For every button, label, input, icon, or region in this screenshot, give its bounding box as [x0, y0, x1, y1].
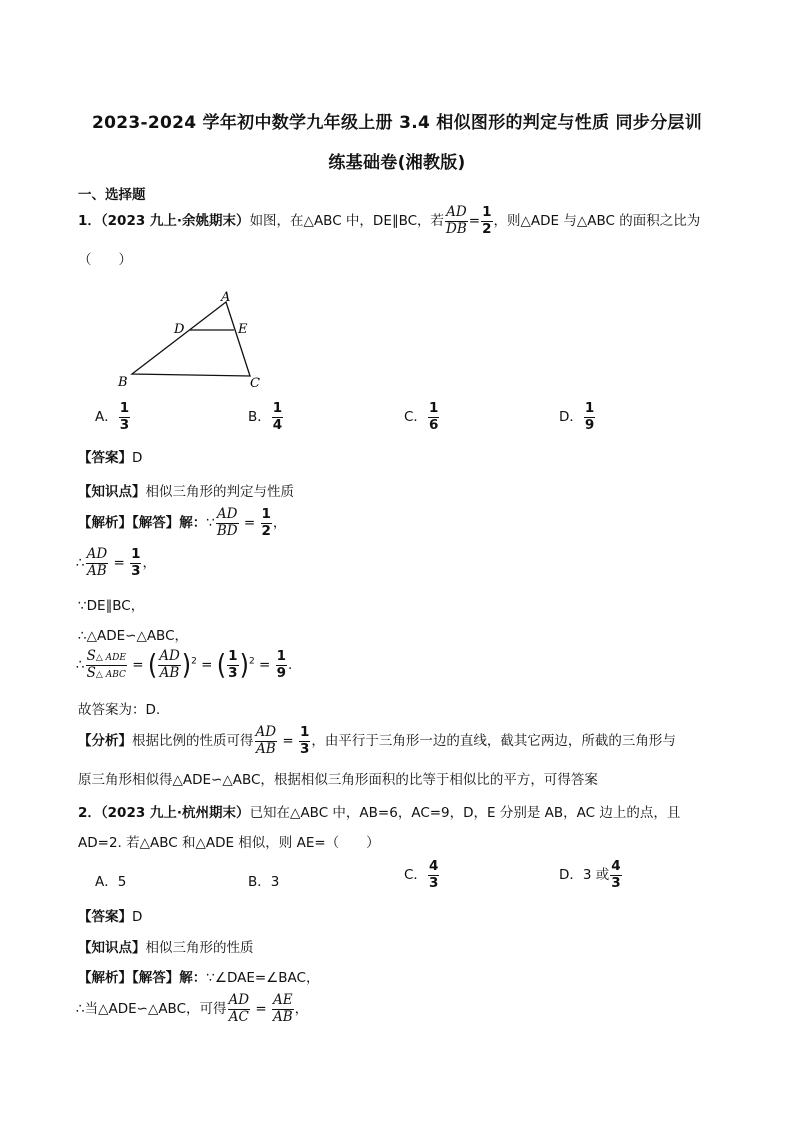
- frac-num: AD: [216, 506, 238, 522]
- option-letter: B．: [248, 409, 271, 425]
- frac-num: AD: [228, 992, 250, 1008]
- answer-tag: 【答案】: [78, 450, 132, 466]
- frac-den: BD: [216, 522, 238, 539]
- frac-den: 3: [428, 874, 439, 891]
- similarity-fraction: [158, 650, 181, 680]
- q2-knowledge: [78, 936, 254, 956]
- knowledge-tag: 【知识点】: [78, 484, 146, 500]
- q1-stem: [78, 206, 700, 236]
- q1-frac-num: AD: [446, 204, 467, 220]
- step-text: ∵∠DAE=∠BAC，: [206, 970, 320, 986]
- q1-analysis-step1: 【解析】【解答】解：∵ $\frac{AD}{BD}$ = $\frac{1}{2}$ ，: [78, 506, 287, 539]
- q2-number: 2．: [78, 805, 101, 821]
- analysis-tag: 【解析】【解答】解：: [78, 970, 207, 986]
- frac-num: AD: [159, 648, 180, 664]
- q1-analysis-step4: ∴△ADE∽△ABC，: [78, 628, 189, 644]
- q1-option-c[interactable]: [404, 402, 440, 432]
- q1-option-a[interactable]: [95, 402, 131, 432]
- step-fraction: [228, 994, 251, 1024]
- frac-den: AB: [255, 740, 276, 757]
- q1-comment: 【分析】根据比例的性质可得 $\frac{AD}{AB}$ = $\frac{1}{3}$ ，由平行于三角形一边的直线，截其它两边，所截的三角形与: [78, 724, 676, 757]
- comment-tag: 【分析】: [78, 733, 132, 749]
- answer-value: D: [132, 450, 143, 466]
- q1-option-b[interactable]: [248, 402, 284, 432]
- q1-ratio-fraction: [481, 206, 492, 236]
- frac-num: 4: [428, 858, 439, 874]
- step-end: ，: [142, 555, 156, 571]
- comment-fraction: [255, 726, 278, 756]
- label-b: B: [118, 375, 128, 390]
- knowledge-tag: 【知识点】: [78, 940, 146, 956]
- q1-number: 1．: [78, 213, 101, 229]
- doc-title-line2: 练基础卷(湘教版): [328, 153, 466, 173]
- q1-text-before: 如图，在△ABC 中，DE∥BC，若: [249, 213, 445, 229]
- frac-den: AB: [273, 1008, 293, 1025]
- option-fraction: [428, 402, 439, 432]
- option-num: 1: [428, 400, 439, 416]
- q2-analysis-step2: ∴当△ADE∽△ABC，可得 $\frac{AD}{AC}$ = $\frac{AE}{AB}$ ，: [76, 992, 309, 1025]
- comment-text: ，由平行于三角形一边的直线，截其它两边，所截的三角形与: [311, 733, 676, 749]
- q1-source: （2023 九上·余姚期末）: [100, 213, 250, 229]
- label-e: E: [238, 322, 248, 337]
- frac-den: 3: [131, 562, 141, 579]
- q1-frac-den: DB: [446, 220, 467, 237]
- option-num: 1: [584, 400, 595, 416]
- frac-den: 3: [299, 740, 310, 757]
- option-fraction: [610, 860, 621, 890]
- frac-den: AB: [159, 664, 180, 681]
- q1-option-d[interactable]: [559, 402, 596, 432]
- analysis-tag: 【解析】【解答】解：: [78, 515, 207, 531]
- option-num: 1: [119, 400, 130, 416]
- option-num: 1: [272, 400, 283, 416]
- frac-num: 1: [276, 648, 286, 664]
- comment-ratio: [299, 726, 310, 756]
- q1-answer: [78, 446, 142, 466]
- q2-option-d[interactable]: [559, 860, 623, 890]
- q2-answer: [78, 905, 142, 925]
- q1-stem-fraction: [445, 206, 468, 236]
- option-letter: A．: [95, 409, 118, 425]
- q1-analysis-step2: ∴ $\frac{AD}{AB}$ = $\frac{1}{3}$ ，: [76, 546, 156, 579]
- q1-ratio-num: 1: [482, 204, 492, 220]
- knowledge-value: 相似三角形的判定与性质: [145, 484, 294, 500]
- step-ratio: [130, 548, 141, 578]
- q1-equals: =: [468, 213, 481, 229]
- q2-stem-line2: AD=2. 若△ABC 和△ADE 相似，则 AE=（ ）: [78, 835, 380, 851]
- area-ratio-fraction: [86, 650, 127, 680]
- label-c: C: [250, 376, 260, 390]
- q1-text-after: ，则△ADE 与△ABC 的面积之比为: [493, 213, 701, 229]
- q1-triangle-figure: [110, 288, 270, 390]
- option-den: 9: [584, 416, 595, 433]
- frac-num-sub: △ ADE: [95, 653, 126, 663]
- q2-text: 已知在△ABC 中，AB=6，AC=9，D，E 分别是 AB，AC 边上的点，且: [249, 805, 681, 821]
- option-den: 4: [272, 416, 283, 433]
- frac-num: AE: [273, 992, 293, 1008]
- option-letter: D．: [559, 409, 583, 425]
- step-prefix: ∵: [206, 515, 215, 531]
- frac-num: AD: [255, 724, 277, 740]
- frac-num: 1: [299, 724, 310, 740]
- frac-num: 1: [261, 506, 271, 522]
- exponent: 2: [191, 656, 197, 667]
- label-d: D: [174, 322, 185, 337]
- frac-num: 1: [131, 546, 141, 562]
- q1-analysis-step3: ∵DE∥BC，: [78, 598, 145, 614]
- frac-num: 4: [611, 858, 621, 874]
- q1-blank: （ ）: [78, 252, 132, 268]
- q2-stem: [78, 801, 680, 821]
- frac-den: AB: [87, 562, 107, 579]
- step-fraction: [272, 994, 294, 1024]
- option-den: 3: [119, 416, 130, 433]
- step-fraction: [216, 508, 239, 538]
- knowledge-value: 相似三角形的性质: [145, 940, 254, 956]
- option-fraction: [119, 402, 130, 432]
- step-prefix: ∴当△ADE∽△ABC，可得: [76, 1001, 227, 1017]
- step-ratio: [261, 508, 272, 538]
- step-end: .: [288, 657, 293, 673]
- exponent: 2: [248, 656, 255, 667]
- q1-knowledge: [78, 480, 294, 500]
- q2-option-a[interactable]: A．5: [95, 874, 127, 890]
- frac-num: S: [86, 648, 96, 664]
- option-letter: D．3 或: [559, 867, 610, 883]
- step-end: ，: [272, 515, 287, 531]
- q2-option-c[interactable]: [404, 860, 440, 890]
- q1-ratio-den: 2: [482, 220, 492, 237]
- triangle-abc: [132, 302, 250, 376]
- result-fraction: [276, 650, 287, 680]
- q1-final: 故答案为：D.: [78, 702, 161, 718]
- answer-value: D: [132, 909, 143, 925]
- frac-den: 3: [228, 664, 238, 681]
- frac-den: S: [86, 664, 96, 681]
- answer-tag: 【答案】: [78, 909, 132, 925]
- q1-analysis-step5: ∴ $\frac{\text{S△ ADE}}{\text{S△ ABC}}$ = ( $\frac{AD}{AB}$ )$^2$ = ( $\frac{1}{3}$ )$^2$ = $\frac{1}{9}$ .: [76, 648, 293, 682]
- option-letter: C．: [404, 409, 427, 425]
- q1-comment-line2: 原三角形相似得△ADE∽△ABC，根据相似三角形面积的比等于相似比的平方，可得答案: [78, 772, 598, 788]
- frac-den: 3: [611, 874, 621, 891]
- frac-num: 1: [228, 648, 238, 664]
- step-prefix: ∴: [76, 657, 85, 673]
- frac-num: AD: [86, 546, 108, 562]
- q2-analysis-step1: [78, 966, 319, 986]
- step-prefix: ∴: [76, 555, 85, 571]
- frac-den-sub: △ ABC: [95, 669, 126, 680]
- step-end: ，: [294, 1001, 309, 1017]
- option-den: 6: [428, 416, 439, 433]
- frac-den: 9: [276, 664, 286, 681]
- ratio-fraction: [227, 650, 238, 680]
- option-fraction: [272, 402, 283, 432]
- q2-option-b[interactable]: B．3: [248, 874, 280, 890]
- q2-source: （2023 九上·杭州期末）: [100, 805, 250, 821]
- option-fraction: [584, 402, 595, 432]
- option-letter: C．: [404, 867, 427, 883]
- frac-den: AC: [228, 1008, 249, 1025]
- step-fraction: [86, 548, 109, 578]
- section-heading: 一、选择题: [78, 187, 146, 203]
- label-a: A: [221, 290, 231, 305]
- doc-title-line1: 2023-2024 学年初中数学九年级上册 3.4 相似图形的判定与性质 同步分层训: [91, 113, 703, 133]
- option-fraction: [428, 860, 439, 890]
- frac-den: 2: [261, 522, 271, 539]
- comment-text: 根据比例的性质可得: [132, 733, 254, 749]
